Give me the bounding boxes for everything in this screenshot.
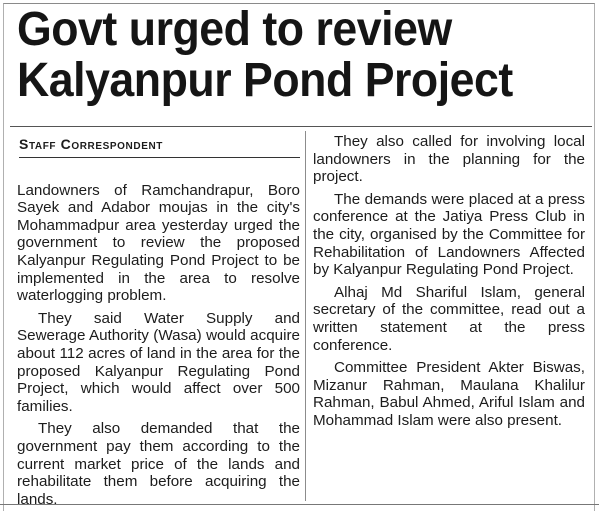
byline-spacer xyxy=(17,160,300,182)
paragraph: They also demanded that the government pay them according to the current market price of the lands and rehabilitate them before acquiring the lands. xyxy=(17,420,300,508)
paragraph: The demands were placed at a press conference at the Jatiya Press Club in the city, organised by the Committee for Rehabilitation of Landowners Affected by Kalyanpur Regulating Pond Project. xyxy=(313,190,585,279)
headline-rule xyxy=(10,126,592,127)
paragraph: They said Water Supply and Sewerage Authority (Wasa) would acquire about 112 acres of land in the area for the proposed Kalyanpur Regulating Pond Project, which would affect over 500 families. xyxy=(17,309,300,415)
paragraph: Committee President Akter Biswas, Mizanur Rahman, Maulana Khalilur Rahman, Babul Ahmed, Ariful Islam and Mohammad Islam were also present. xyxy=(313,359,585,429)
headline-line-1: Govt urged to review xyxy=(17,3,452,56)
headline-line-2: Kalyanpur Pond Project xyxy=(17,54,513,107)
paragraph: Alhaj Md Shariful Islam, general secretary of the committee, read out a written statement at the press conference. xyxy=(313,283,585,354)
bottom-rule xyxy=(0,504,599,505)
paragraph: They also called for involving local landowners in the planning for the project. xyxy=(313,133,585,186)
column-divider xyxy=(305,131,306,501)
byline: Staff Correspondent xyxy=(19,136,300,158)
article-column-right xyxy=(313,133,585,435)
article-headline xyxy=(17,4,547,106)
article-column-left xyxy=(17,136,300,513)
paragraph: Landowners of Ramchandrapur, Boro Sayek and Adabor moujas in the city's Mohammadpur area yesterday urged the government to review the proposed Kalyanpur Regulating Pond Project to be implemented in the area to resolve waterlogging problem. xyxy=(17,181,300,305)
